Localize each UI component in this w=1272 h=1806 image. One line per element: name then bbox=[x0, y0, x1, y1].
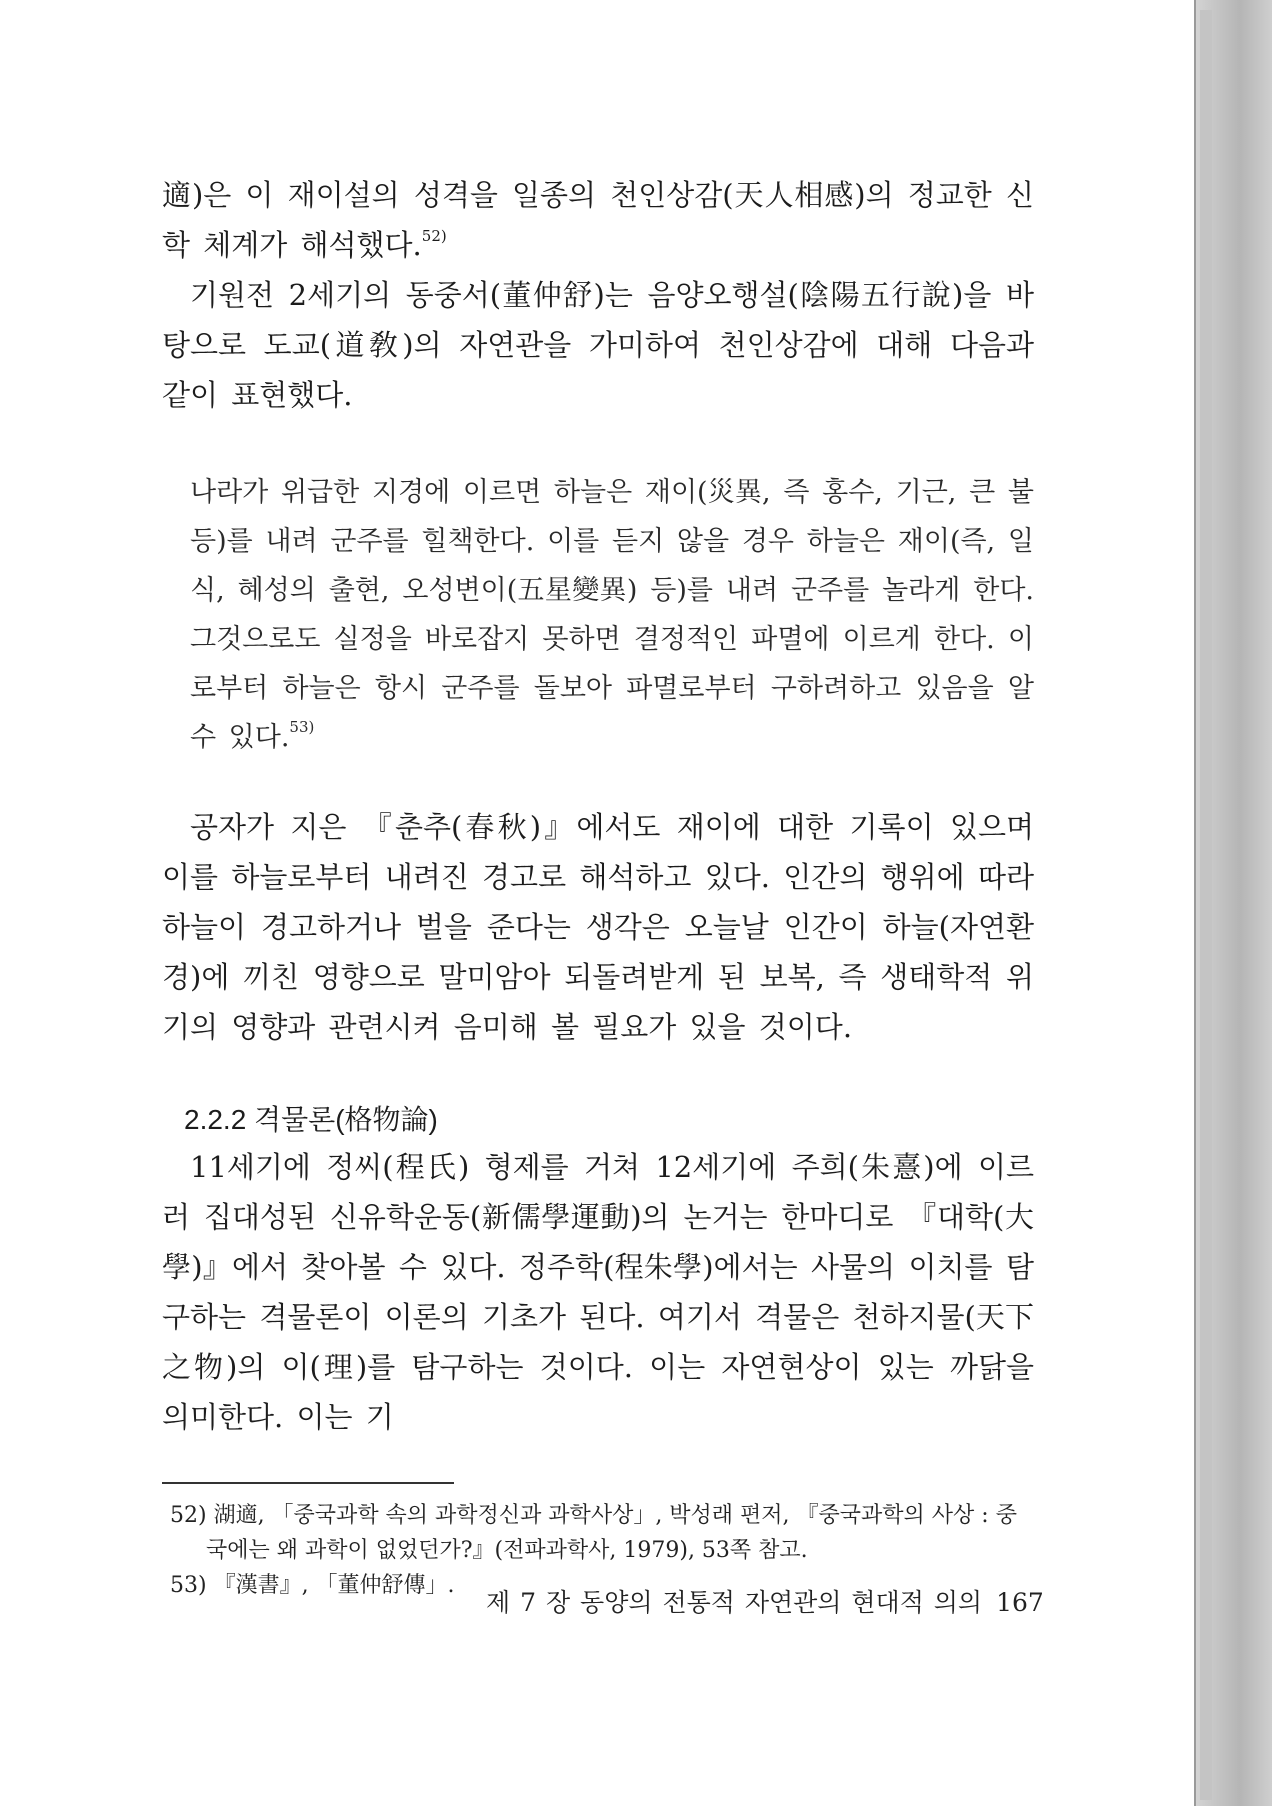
section-heading: 2.2.2 격물론(格物論) bbox=[184, 1104, 438, 1135]
block-quote bbox=[190, 468, 1034, 762]
paragraph-1 bbox=[162, 170, 1034, 270]
page-edge bbox=[1200, 10, 1212, 1800]
footnote-ref-53: 53) bbox=[289, 718, 315, 736]
footnote-53: 53) 『漢書』, 「董仲舒傳」. bbox=[170, 1573, 455, 1598]
paragraph-3: 공자가 지은 『춘추(春秋)』에서도 재이에 대한 기록이 있으며 이를 하늘로부터 내려진 경고로 해석하고 있다. 인간의 행위에 따라 하늘이 경고하거나 벌을 준다는 생각은 오늘날 인간이 하늘(자연환경)에 끼친 영향으로 말미암아 되돌려받게 된 보복, 즉 생태학적 위기의 영향과 관련시켜 음미해 볼 필요가 있을 것이다. bbox=[162, 810, 1034, 1044]
footnote-divider bbox=[162, 1482, 454, 1484]
page-number: 167 bbox=[996, 1588, 1044, 1617]
paragraph-1-text: 適)은 이 재이설의 성격을 일종의 천인상감(天人相感)의 정교한 신학 체계가 해석했다. bbox=[162, 178, 1034, 262]
paragraph-4: 11세기에 정씨(程氏) 형제를 거쳐 12세기에 주희(朱憙)에 이르러 집대성된 신유학운동(新儒學運動)의 논거는 한마디로 『대학(大學)』에서 찾아볼 수 있다. 정주학(程朱學)에서는 사물의 이치를 탐구하는 격물론이 이론의 기초가 된다. 여기서 격물은 천하지물(天下之物)의 이(理)를 탐구하는 것이다. 이는 자연현상이 있는 까닭을 의미한다. 이는 기 bbox=[162, 1150, 1034, 1434]
paragraph-2: 기원전 2세기의 동중서(董仲舒)는 음양오행설(陰陽五行說)을 바탕으로 도교(道敎)의 자연관을 가미하여 천인상감에 대해 다음과 같이 표현했다. bbox=[162, 278, 1034, 412]
page-content bbox=[162, 170, 1034, 1603]
block-quote-text: 나라가 위급한 지경에 이르면 하늘은 재이(災異, 즉 홍수, 기근, 큰 불 등)를 내려 군주를 힐책한다. 이를 듣지 않을 경우 하늘은 재이(즉, 일식, 혜성의 출현, 오성변이(五星變異) 등)를 내려 군주를 놀라게 한다. 그것으로도 실정을 바로잡지 못하면 결정적인 파멸에 이르게 한다. 이로부터 하늘은 항시 군주를 돌보아 파멸로부터 구하려하고 있음을 알 수 있다. bbox=[190, 477, 1034, 753]
chapter-title: 제 7 장 동양의 전통적 자연관의 현대적 의의 bbox=[486, 1588, 983, 1617]
footnote-52: 52) 湖適, 「중국과학 속의 과학정신과 과학사상」, 박성래 편저, 『중국과학의 사상 : 중국에는 왜 과학이 없었던가?』(전파과학사, 1979), 53쪽 참고. bbox=[170, 1503, 1017, 1563]
footnote-ref-52: 52) bbox=[421, 227, 447, 245]
running-footer bbox=[486, 1588, 1044, 1618]
